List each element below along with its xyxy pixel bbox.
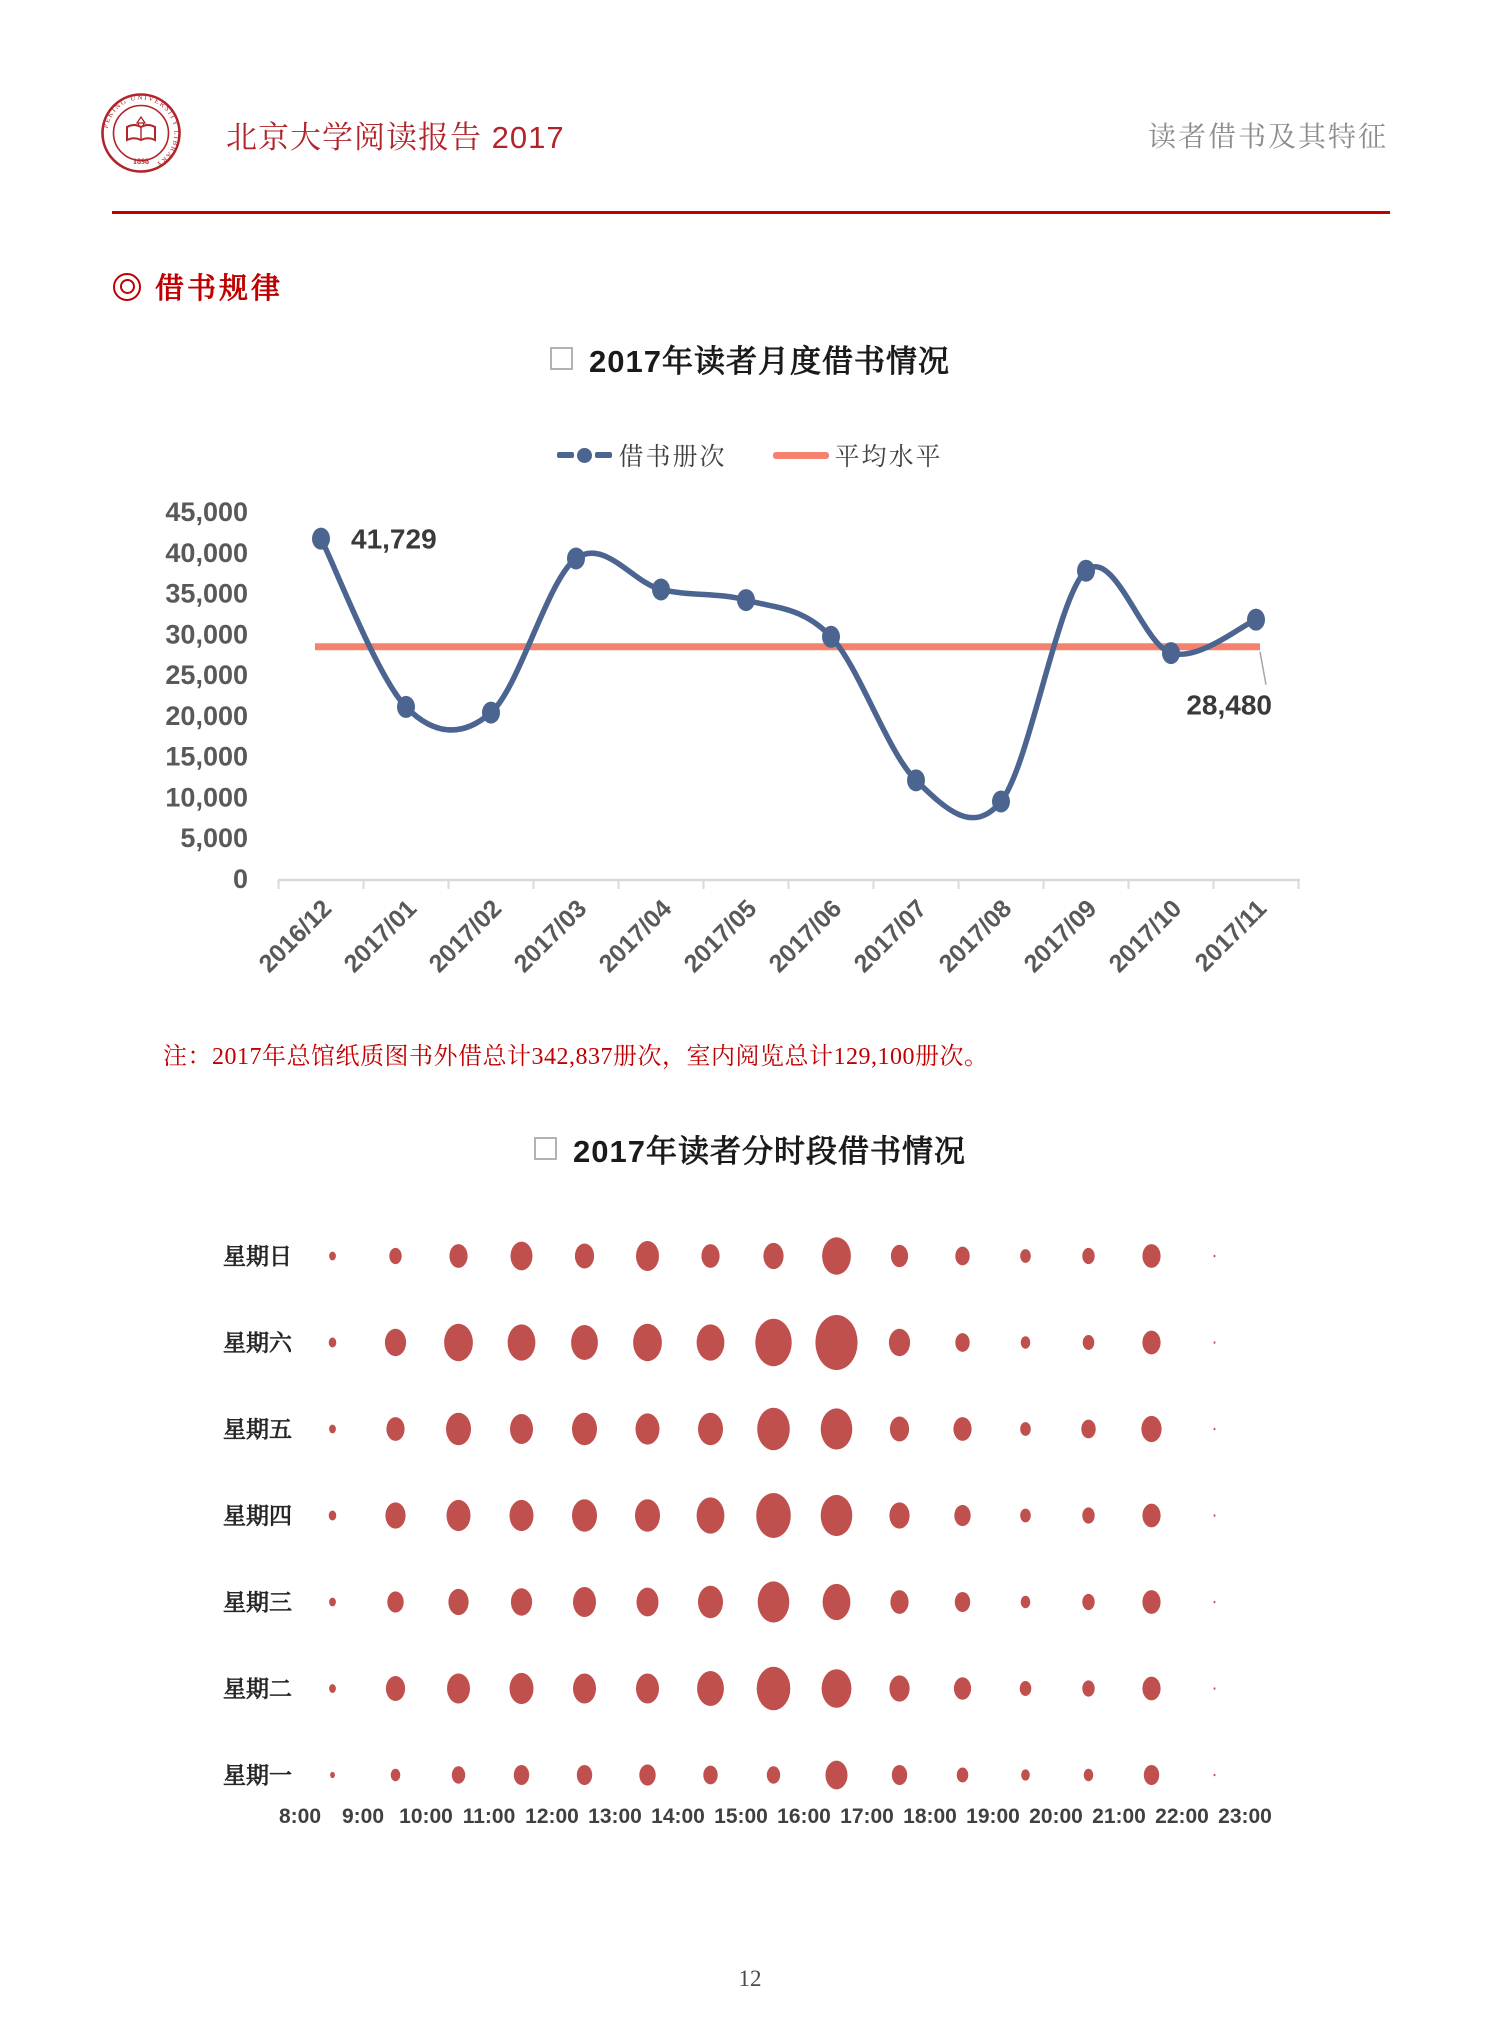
series-marker: [567, 547, 585, 569]
bubble: [1214, 1255, 1216, 1258]
series-marker: [1077, 560, 1095, 582]
pagoda-icon: [137, 117, 145, 126]
bubble: [385, 1329, 406, 1356]
bubble: [572, 1499, 597, 1531]
y-axis-tick-label: 45,000: [165, 497, 248, 527]
y-axis-tick-label: 40,000: [165, 537, 248, 568]
bubble: [329, 1598, 336, 1607]
bubble: [698, 1586, 723, 1618]
bubble: [1082, 1248, 1094, 1264]
chapter-label: 读者借书及其特征: [1147, 121, 1388, 152]
bubble: [573, 1674, 596, 1704]
bubble: [756, 1493, 791, 1538]
bubble: [330, 1772, 335, 1778]
time-label: 12:00: [525, 1805, 579, 1828]
bubble: [446, 1413, 471, 1445]
bubble: [1082, 1507, 1094, 1523]
x-axis-tick-label: 2017/08: [933, 894, 1018, 979]
series-marker: [1247, 609, 1265, 631]
bubble: [1142, 1504, 1160, 1528]
bubble: [1141, 1416, 1161, 1442]
bubble: [385, 1502, 405, 1528]
time-label: 13:00: [588, 1805, 642, 1828]
bubble: [890, 1417, 909, 1442]
bubble: [510, 1414, 533, 1444]
legend-average-label: 平均水平: [834, 443, 943, 471]
bubble: [1021, 1336, 1031, 1348]
bubble: [953, 1417, 971, 1441]
bubble-chart-title: [140, 1126, 1360, 1171]
time-label: 17:00: [840, 1805, 894, 1828]
bubble: [758, 1581, 790, 1622]
day-label: 星期三: [223, 1589, 292, 1615]
y-axis-tick-label: 0: [232, 864, 248, 894]
bubble: [577, 1765, 592, 1785]
bubble: [1214, 1774, 1216, 1777]
hourly-borrowing-bubble-chart: [140, 1196, 1360, 1856]
time-label: 14:00: [651, 1805, 705, 1828]
series-marker: [907, 769, 925, 791]
bubble: [697, 1497, 725, 1533]
bubble: [511, 1242, 533, 1271]
bubble: [444, 1324, 473, 1361]
bubble: [510, 1673, 534, 1704]
bubble: [954, 1677, 971, 1699]
bubble: [955, 1247, 969, 1266]
bubble: [1082, 1680, 1094, 1696]
bubble-chart-title-text: 2017年读者分时段借书情况: [573, 1134, 966, 1169]
monthly-borrowing-line-chart: [140, 405, 1360, 1045]
bubble: [636, 1674, 659, 1704]
bubble: [957, 1768, 969, 1783]
page-number: 12: [738, 1966, 762, 1991]
x-axis-tick-label: 2017/03: [508, 894, 593, 979]
bubble: [511, 1588, 532, 1615]
square-bullet-icon: [550, 347, 573, 370]
bubble: [1142, 1590, 1160, 1614]
bubble: [821, 1408, 853, 1449]
bubble: [822, 1237, 851, 1274]
y-axis-tick-label: 25,000: [165, 660, 248, 691]
header-rule: [112, 211, 1390, 214]
bubble: [1142, 1677, 1160, 1701]
data-label-first-point: 41,729: [351, 523, 437, 555]
leader-line: [1260, 652, 1266, 685]
bubble: [757, 1667, 791, 1711]
bubble: [329, 1684, 336, 1693]
bubble: [329, 1425, 336, 1434]
bubble: [767, 1766, 780, 1783]
bubble: [954, 1505, 970, 1526]
section-heading: [113, 266, 283, 307]
bubble: [635, 1499, 660, 1531]
series-marker: [397, 696, 415, 718]
bubble: [1084, 1769, 1094, 1781]
time-label: 15:00: [714, 1805, 768, 1828]
bubble: [391, 1769, 401, 1781]
report-title: 北京大学阅读报告 2017: [226, 120, 565, 155]
legend-series-label: 借书册次: [618, 443, 727, 471]
time-label: 16:00: [777, 1805, 831, 1828]
bubble: [448, 1589, 468, 1615]
series-marker: [652, 578, 670, 600]
bubble: [955, 1333, 969, 1352]
bubble: [697, 1324, 725, 1360]
bubble: [1144, 1765, 1159, 1785]
bubble: [1020, 1422, 1031, 1436]
day-label: 星期日: [223, 1243, 292, 1269]
series-line: [321, 539, 1256, 818]
time-label: 9:00: [341, 1805, 385, 1828]
bubble: [1081, 1420, 1095, 1439]
bubble: [826, 1761, 848, 1790]
bubble: [955, 1592, 970, 1612]
bubble: [1020, 1681, 1032, 1696]
bubble: [633, 1324, 662, 1361]
y-axis-tick-label: 35,000: [165, 578, 248, 609]
bubble: [1021, 1769, 1030, 1780]
bubble: [449, 1244, 467, 1268]
bubble: [389, 1248, 401, 1264]
x-axis-tick-label: 2017/01: [338, 894, 423, 979]
line-chart-title: [140, 336, 1360, 381]
bubble: [821, 1495, 853, 1536]
bubble: [755, 1319, 791, 1366]
bubble: [386, 1417, 404, 1441]
x-axis-tick-label: 2016/12: [253, 894, 338, 979]
bubble: [386, 1676, 405, 1701]
bubble: [452, 1766, 465, 1783]
bubble: [1214, 1428, 1216, 1431]
series-marker: [992, 791, 1010, 813]
bubble: [510, 1500, 534, 1531]
x-axis-tick-label: 2017/06: [763, 894, 848, 979]
bubble: [1021, 1596, 1031, 1608]
time-label: 22:00: [1155, 1805, 1209, 1828]
bubble: [815, 1315, 857, 1370]
bubble: [889, 1675, 909, 1701]
x-axis-tick-label: 2017/10: [1103, 894, 1188, 979]
bullseye-bullet-icon: [113, 273, 141, 301]
time-label: 20:00: [1029, 1805, 1083, 1828]
bubble: [1082, 1594, 1094, 1610]
bubble: [822, 1669, 852, 1708]
bubble: [1214, 1341, 1216, 1344]
bubble: [329, 1252, 336, 1261]
day-label: 星期六: [223, 1329, 292, 1356]
bubble: [636, 1241, 659, 1271]
bubble: [889, 1329, 910, 1356]
bubble: [823, 1584, 851, 1620]
series-marker: [1162, 642, 1180, 664]
bubble: [447, 1500, 471, 1531]
y-axis-tick-label: 5,000: [180, 823, 248, 854]
line-chart-title-text: 2017年读者月度借书情况: [589, 344, 950, 379]
bubble: [1020, 1249, 1031, 1263]
bubble: [571, 1325, 598, 1360]
bubble: [637, 1588, 659, 1617]
series-marker: [312, 528, 330, 550]
time-label: 18:00: [903, 1805, 957, 1828]
bubble: [757, 1408, 790, 1450]
y-axis-tick-label: 30,000: [165, 619, 248, 650]
y-axis-tick-label: 20,000: [165, 700, 248, 731]
x-axis-tick-label: 2017/05: [678, 894, 763, 979]
bubble: [1214, 1687, 1216, 1690]
time-label: 8:00: [278, 1805, 322, 1828]
bubble: [639, 1764, 655, 1785]
bubble: [701, 1244, 719, 1268]
day-label: 星期五: [223, 1416, 292, 1442]
day-label: 星期四: [223, 1502, 292, 1529]
library-seal-logo: [100, 92, 182, 174]
bubble: [575, 1244, 594, 1269]
x-axis-tick-label: 2017/11: [1189, 894, 1273, 978]
bubble: [508, 1324, 536, 1360]
bubble: [447, 1674, 470, 1704]
seal-year: 1898: [133, 157, 149, 166]
day-label: 星期一: [223, 1762, 292, 1788]
series-marker: [737, 589, 755, 611]
seal-ring-text: PEKING UNIVERSITY LIBRARY: [101, 93, 181, 169]
bubble: [698, 1413, 723, 1445]
bubble: [1142, 1331, 1160, 1355]
x-axis-tick-label: 2017/02: [423, 894, 508, 979]
bubble: [573, 1587, 596, 1617]
bubble: [703, 1766, 717, 1785]
day-label: 星期二: [223, 1675, 292, 1702]
bubble: [697, 1671, 724, 1706]
y-axis-tick-label: 15,000: [165, 741, 248, 772]
bubble: [329, 1511, 337, 1521]
square-bullet-icon: [534, 1137, 557, 1160]
bubble: [387, 1591, 403, 1612]
chart-note: 注：2017年总馆纸质图书外借总计342,837册次，室内阅览总计129,100册次。: [163, 1044, 989, 1070]
bubble: [636, 1413, 660, 1444]
series-marker: [482, 702, 500, 724]
bubble: [892, 1765, 907, 1785]
time-label: 21:00: [1092, 1805, 1146, 1828]
time-label: 11:00: [462, 1805, 516, 1828]
section-heading-text: 借书规律: [155, 273, 284, 305]
bubble: [763, 1243, 783, 1269]
time-label: 19:00: [966, 1805, 1020, 1828]
bubble: [1214, 1514, 1216, 1517]
bubble: [890, 1590, 908, 1614]
x-axis-tick-label: 2017/09: [1018, 894, 1103, 979]
time-label: 10:00: [399, 1805, 453, 1828]
bubble: [1083, 1335, 1095, 1350]
series-marker: [822, 626, 840, 648]
data-label-average: 28,480: [1186, 689, 1272, 721]
bubble: [891, 1245, 908, 1267]
x-axis-tick-label: 2017/04: [593, 894, 678, 979]
bubble: [329, 1338, 337, 1348]
bubble: [1142, 1244, 1160, 1268]
time-label: 23:00: [1218, 1805, 1272, 1828]
bubble: [1214, 1601, 1216, 1604]
bubble: [889, 1502, 909, 1528]
bubble: [514, 1765, 529, 1785]
x-axis-tick-label: 2017/07: [848, 894, 933, 979]
y-axis-tick-label: 10,000: [165, 782, 248, 813]
bubble: [1020, 1509, 1031, 1523]
bubble: [572, 1413, 597, 1445]
